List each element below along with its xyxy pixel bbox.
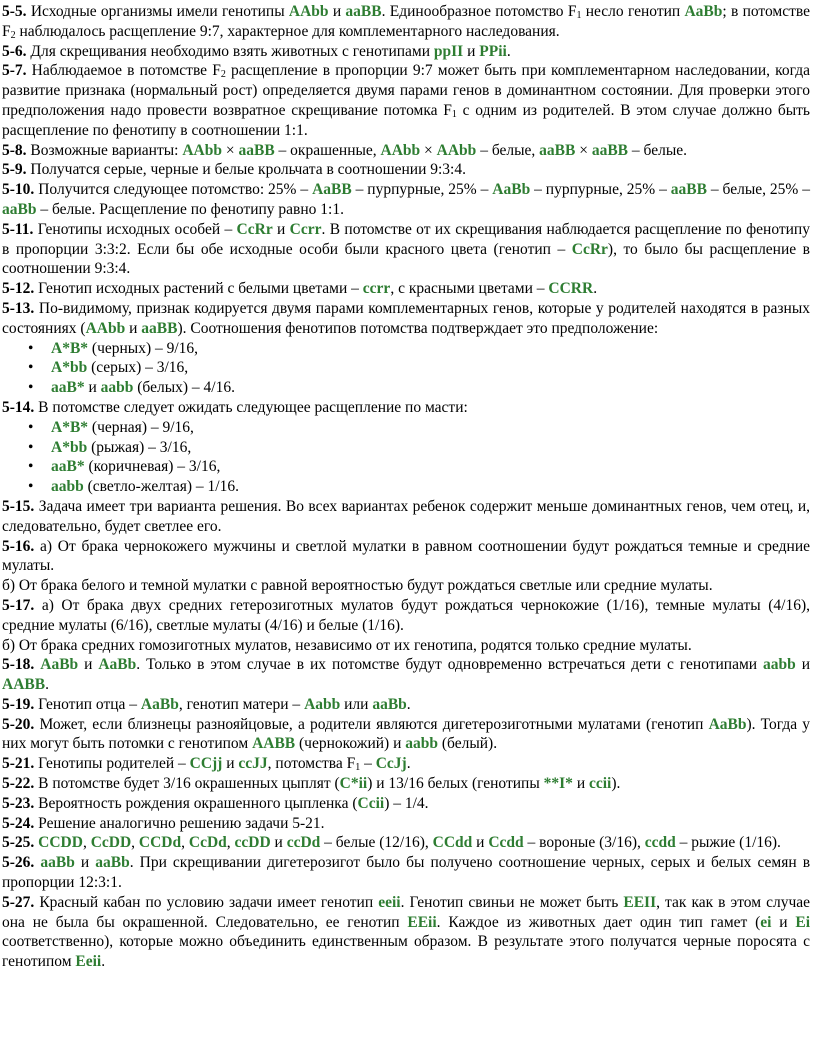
list-item [51,457,810,477]
text-run: . [101,953,106,971]
text-run: (чернокожий) и [295,735,406,753]
genotype: ccdd [644,834,676,852]
genotype: CcDd [188,834,227,852]
text-run: × [221,141,239,159]
text-run: Наблюдаемое в потомстве F [26,62,221,80]
problem-number: 5-20. [2,715,35,733]
text-run: (черных) – 9/16, [88,339,199,357]
text-run: б) От брака средних гомозиготных мулатов, независимо от их генотипа, родятся только средние мулаты. [2,636,692,654]
answer-5-6 [2,42,810,62]
text-run: , генотип матери – [178,695,305,713]
text-run: а) От брака чернокожего мужчины и светлой мулатки в равном соотношении будут рождаться темные и средние мулаты. [2,537,810,575]
text-run: ) и 13/16 белых (генотипы [367,775,544,793]
text-run: и [272,220,290,238]
genotype: aaBb [95,854,130,872]
text-run: (светло-желтая) – 1/16. [83,478,239,496]
genotype: aaBB [670,181,707,199]
text-run: и [463,42,480,60]
genotype: aaBb [2,200,37,218]
text-run: Задача имеет три варианта решения. Во всех вариантах ребенок содержит меньше доминантных генов, чем отец, и, следовательно, будет светлее его. [2,497,810,535]
answer-5-15 [2,497,810,537]
answer-5-21 [2,754,810,774]
text-run: несло генотип [581,3,685,20]
answer-5-10 [2,180,810,220]
genotype: AaBb [708,715,747,733]
genotype: CcDD [90,834,132,852]
problem-number: 5-18. [2,656,35,674]
text-run: ). [611,775,621,793]
text-run: ). Соотношения фенотипов потомства подтверждает это предположение: [177,319,659,337]
text-run: . Только в этом случае в их потомстве будут одновременно встречаться дети с генотипами [136,656,764,674]
answer-5-18 [2,655,810,695]
text-run: Красный кабан по условию задачи имеет генотип [34,893,379,911]
problem-number: 5-7. [2,62,27,80]
genotype: aaBB [539,141,576,159]
text-run: , [226,834,235,852]
subscript-index: 1 [355,762,361,774]
problem-number: 5-9. [2,161,27,179]
answer-5-19 [2,695,810,715]
text-run: наблюдалось расщепление 9:7, характерное для комплементарного наследования. [15,22,560,40]
answer-5-25 [2,833,810,853]
answer-5-7 [2,61,810,140]
text-run: – рыжие (1/16). [675,834,781,852]
text-run: Возможные варианты: [26,141,183,159]
text-run: Генотипы родителей – [34,755,190,773]
genotype: A*B* [51,418,89,436]
text-run: , так как в этом случае она не была бы окрашенной. Следовательно, ее генотип [2,893,810,931]
genotype: AaBb [492,181,531,199]
genotype: AaBb [140,695,179,713]
genotype: aaBB [141,319,178,337]
genotype: aabb [51,478,84,496]
text-run: – пурпурные, 25% – [530,181,671,199]
genotype: A*bb [51,359,88,377]
problem-number: 5-16. [2,537,35,555]
text-run: . [406,755,411,773]
problem-number: 5-23. [2,794,35,812]
problem-number: 5-11. [2,220,34,238]
answer-5-23 [2,794,810,814]
genotype: aaBb [372,695,407,713]
genotype: PPii [479,42,507,60]
genotype: ccrr [362,280,391,298]
text-run: – белые. Расщепление по фенотипу равно 1:1. [36,200,344,218]
genotype: ccii [588,775,612,793]
problem-number: 5-12. [2,280,35,298]
answer-5-9 [2,160,810,180]
text-run: ; в потомстве F [2,3,811,40]
answer-5-16b [2,576,810,596]
text-run: Генотип отца – [34,695,141,713]
answer-5-24 [2,814,810,834]
text-run: . [45,676,49,694]
genotype: ccDd [286,834,321,852]
answer-5-13 [2,299,810,339]
genotype: Eeii [75,953,102,971]
text-run: и [74,854,96,872]
answer-5-11 [2,220,810,279]
text-run: Для скрещивания необходимо взять животных с генотипами [26,42,434,60]
answer-5-17 [2,596,810,636]
answer-5-27 [2,893,810,972]
problem-number: 5-26. [2,854,35,872]
genotype: AaBB [312,181,352,199]
genotype: AAbb [380,141,421,159]
problem-number: 5-5. [2,3,27,20]
phenotype-list [2,418,810,497]
answer-5-20 [2,715,810,755]
text-run: – белые, 25% – [706,181,811,199]
answer-5-12 [2,279,810,299]
text-run: (черная) – 9/16, [88,418,194,436]
text-run: ). Тогда у них могут быть потомки с генотипом [2,715,811,753]
genotype: aaBB [345,3,382,20]
text-run: . При скрещивании дигетерозигот было бы получено соотношение черных, серых и белых семян в пропорции 12:3:1. [2,854,811,892]
genotype: CCjj [189,755,223,773]
genotype: CcJj [375,755,407,773]
text-run: расщепление в пропорции 9:7 может быть при комплементарном наследовании, когда развитие признака (нормальный рост) определяется двумя парами генов в доминантном состоянии. Для проверки этого предположения надо провести возвратное скрещивание потомка F [2,62,810,119]
text-run: . [593,280,598,298]
problem-number: 5-15. [2,497,35,515]
problem-number: 5-17. [2,596,35,614]
problem-number: 5-27. [2,893,35,911]
list-item [51,477,810,497]
problem-number: 5-6. [2,42,27,60]
text-run: , [131,834,139,852]
genotype: Ccdd [488,834,524,852]
text-run: – белые, [476,141,540,159]
genotype: EEii [407,913,437,931]
genotype: A*bb [51,438,88,456]
text-run: – белые. [628,141,687,159]
text-run: (рыжая) – 3/16, [87,438,192,456]
text-run: . Единообразное потомство F [381,3,577,20]
text-run: . Каждое из животных дает один тип гамет ( [436,913,761,931]
text-run: и [328,3,346,20]
text-run: , потомства F [267,755,356,773]
problem-number: 5-22. [2,775,35,793]
text-run: ) – 1/4. [384,794,429,812]
text-run: б) От брака белого и темной мулатки с равной вероятностью будут рождаться светлые или средние мулаты. [2,577,713,595]
problem-number: 5-25. [2,834,35,852]
genotype: **I* [543,775,573,793]
genotype: A*B* [51,339,89,357]
text-run: Вероятность рождения окрашенного цыпленка ( [34,794,358,812]
subscript-index: 2 [10,29,16,41]
text-run: В потомстве будет 3/16 окрашенных цыплят ( [34,775,340,793]
text-run: и [795,656,811,674]
genotype: aaB* [51,379,85,397]
genotype: aaB* [51,458,85,476]
genotype: CCDD [38,834,83,852]
problem-number: 5-13. [2,299,35,317]
problem-number: 5-19. [2,695,35,713]
genotype: AaBb [40,656,79,674]
genotype: Ei [795,913,811,931]
text-run: и [472,834,489,852]
genotype: aabb [405,735,439,753]
genotype: ccDD [234,834,271,852]
list-item [51,339,810,359]
subscript-index: 1 [451,108,457,120]
genotype: Aabb [304,695,341,713]
genotype: CCRR [548,280,594,298]
genotype: AAbb [436,141,477,159]
text-run: Решение аналогично решению задачи 5-21. [34,814,325,832]
list-item [51,418,810,438]
text-run: Получатся серые, черные и белые крольчата в соотношении 9:3:4. [26,161,466,179]
text-run: с одним из родителей. В этом случае должно быть расщепление по фенотипу в соотношении 1:1. [2,101,810,139]
answer-5-5 [2,2,810,42]
text-run: Получится следующее потомство: 25% – [34,181,313,199]
text-run: и [84,379,101,397]
text-run: или [340,695,373,713]
text-run: Генотипы исходных особей – [33,220,237,238]
answer-5-26 [2,853,810,893]
text-run: и [270,834,287,852]
problem-number: 5-14. [2,398,35,416]
genotype: aabb [100,379,134,397]
text-run: × [420,141,437,159]
genotype: Ccii [357,794,385,812]
problem-number: 5-8. [2,141,27,159]
text-run: – [360,755,376,773]
genotype: CCdd [432,834,473,852]
genotype: CCDd [138,834,182,852]
text-run: (коричневая) – 3/16, [84,458,221,476]
text-run: и [771,913,796,931]
text-run: Может, если близнецы разнояйцовые, а родители являются дигетерозиготными мулатами (генотип [34,715,709,733]
text-run: – белые (12/16), [320,834,433,852]
text-run: (белый). [438,735,498,753]
genotype: AAbb [288,3,329,20]
text-run: . [406,695,411,713]
genotype: AaBb [98,656,137,674]
list-item [51,358,810,378]
text-run: – окрашенные, [274,141,381,159]
phenotype-list [2,339,810,398]
text-run: и [222,755,239,773]
genotype: ccJJ [238,755,268,773]
genotype: EEII [623,893,657,911]
genotype: AABB [2,676,46,694]
text-run: – вороные (3/16), [523,834,645,852]
genotype: aaBb [40,854,75,872]
text-run: . Генотип свиньи не может быть [400,893,624,911]
text-run: , [181,834,189,852]
genotype: C*ii [339,775,368,793]
text-run: а) От брака двух средних гетерозиготных мулатов будут рождаться чернокожие (1/16), темные мулаты (4/16), средние мулаты (6/16), светлые мулаты (4/16) и белые (1/16). [2,596,810,634]
answer-5-8 [2,141,810,161]
text-run: . [506,42,511,60]
text-run: По-видимому, признак кодируется двумя парами комплементарных генов, которые у родителей находятся в разных состояниях ( [2,299,810,337]
text-run: . В потомстве от их скрещивания наблюдается расщепление по фенотипу в пропорции 3:3:2. Если бы обе исходные особи были красного цвета (генотип – [2,220,810,258]
genotype: eeii [378,893,401,911]
genotype: AAbb [85,319,126,337]
genotype: CcRr [236,220,273,238]
text-run: (серых) – 3/16, [87,359,189,377]
genotype: aaBB [238,141,275,159]
text-run: ), то было бы расщепление в соотношении 9:3:4. [2,240,810,278]
answer-5-16 [2,537,810,577]
text-run: – пурпурные, 25% – [351,181,493,199]
problem-number: 5-24. [2,814,35,832]
problem-number: 5-10. [2,181,35,199]
text-run: (белых) – 4/16. [133,379,235,397]
genotype: CcRr [571,240,608,258]
genotype: ppII [433,42,464,60]
answer-5-22 [2,774,810,794]
text-run: соответственно), которые можно объединить единственным образом. В результате этого получатся черные поросята с генотипом [2,933,810,971]
genotype: AAbb [182,141,222,159]
genotype: aaBB [591,141,629,159]
genotype: Ccrr [289,220,322,238]
text-run: и [78,656,99,674]
genotype: ei [760,913,772,931]
text-run: В потомстве следует ожидать следующее расщепление по масти: [34,398,468,416]
text-run: × [575,141,592,159]
text-run: , [82,834,91,852]
list-item [51,438,810,458]
genotype: AABB [252,735,296,753]
answer-5-17b [2,636,810,656]
text-run: Генотип исходных растений с белыми цветами – [34,280,363,298]
answer-5-14 [2,398,810,418]
genotype: aabb [763,656,796,674]
subscript-index: 2 [220,69,226,81]
genotype: AaBb [684,3,723,20]
text-run: и [125,319,142,337]
problem-number: 5-21. [2,755,35,773]
text-run: и [572,775,589,793]
list-item [51,378,810,398]
text-run: Исходные организмы имели генотипы [26,3,289,20]
text-run: , с красными цветами – [390,280,549,298]
subscript-index: 1 [576,10,582,21]
